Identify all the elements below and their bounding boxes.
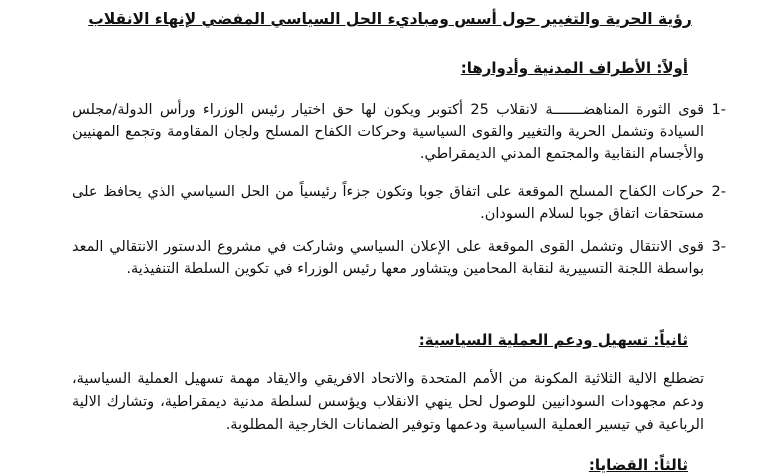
list-item-number: -3 [711, 239, 726, 255]
section-2-heading: ثانياً: تسهيل ودعم العملية السياسية: [418, 331, 688, 349]
section-2-paragraph: تضطلع الالية الثلاثية المكونة من الأمم المتحدة والاتحاد الافريقي والايقاد مهمة تسهيل العملية السياسية، ودعم مجهودات السودانيين للوصول لحل ينهي الانقلاب ويؤسس لسلطة مدنية ديمقراطية، وتشارك الالية الرباعية في تيسير العملية السياسية ودعمها وتوفير الضمانات الخارجية المطلوبة. [72, 371, 704, 433]
list-item [72, 181, 726, 225]
list-item-number: -2 [711, 184, 726, 200]
list-item-text: حركات الكفاح المسلح الموقعة على اتفاق جوبا وتكون جزءاً رئيسياً من الحل السياسي الذي يحافظ على مستحقات اتفاق جوبا لسلام السودان. [72, 184, 704, 222]
list-item-number: -1 [711, 102, 726, 118]
list-item [72, 236, 726, 280]
document-title-text: رؤية الحرية والتغيير حول أسس ومباديء الحل السياسي المفضي لإنهاء الانقلاب [88, 10, 692, 28]
section-3-heading: ثالثاً: القضايا: [588, 456, 688, 474]
section-1-heading: أولاً: الأطراف المدنية وأدوارها: [460, 59, 688, 77]
document-title [0, 10, 780, 28]
list-item [72, 99, 726, 165]
list-item-text: قوى الثورة المناهضـــــــة لانقلاب 25 أكتوبر ويكون لها حق اختيار رئيس الوزراء ورأس الدولة/مجلس السيادة وتشمل الحرية والتغيير والقوى السياسية وحركات الكفاح المسلح ولجان المقاومة وتجمع المهنيين والأجسام النقابية والمجتمع المدني الديمقراطي. [72, 102, 705, 162]
list-item-text: قوى الانتقال وتشمل القوى الموقعة على الإعلان السياسي وشاركت في مشروع الدستور الانتقالي المعد بواسطة اللجنة التسييرية لنقابة المحامين ويتشاور معها رئيس الوزراء في تكوين السلطة التنفيذية. [72, 239, 704, 277]
